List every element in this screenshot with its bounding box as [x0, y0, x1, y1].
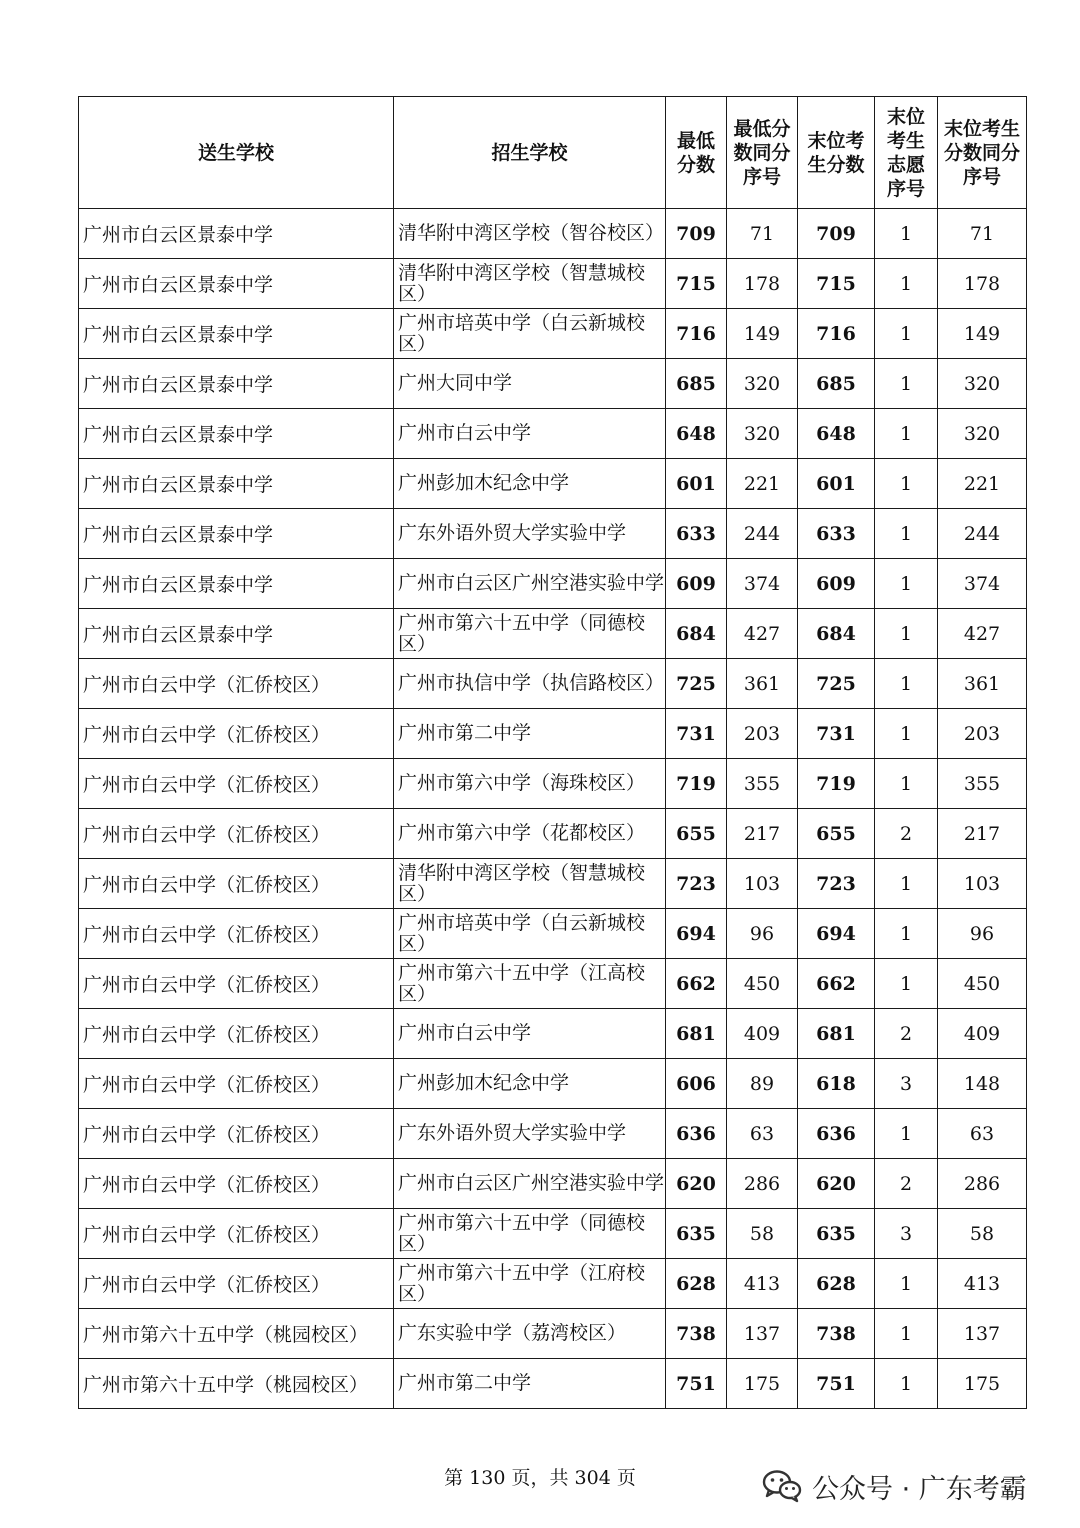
- last-student-tie-rank-cell: 103: [938, 859, 1027, 909]
- admitting-school-cell: [394, 609, 666, 659]
- last-student-choice-rank-cell: 1: [875, 759, 938, 809]
- min-score-cell: 738: [666, 1309, 727, 1359]
- last-student-tie-rank-cell: 178: [938, 259, 1027, 309]
- table-row: [79, 1209, 1027, 1259]
- last-student-score-cell: 738: [798, 1309, 875, 1359]
- last-student-score-cell: 628: [798, 1259, 875, 1309]
- last-student-score-cell: 719: [798, 759, 875, 809]
- admitting-school-cell: [394, 1309, 666, 1359]
- last-student-choice-rank-cell: 1: [875, 559, 938, 609]
- last-student-tie-rank-cell: 409: [938, 1009, 1027, 1059]
- min-score-tie-rank-cell: 409: [727, 1009, 798, 1059]
- table-row: [79, 359, 1027, 409]
- admission-score-table: [78, 96, 1027, 1409]
- admitting-school-cell: [394, 1359, 666, 1409]
- last-student-score-cell: 751: [798, 1359, 875, 1409]
- admitting-school-name: 广州市第六中学（海珠校区）: [398, 772, 646, 794]
- table-row: [79, 1359, 1027, 1409]
- admitting-school-cell: [394, 1259, 666, 1309]
- page-number: 第 130 页，共 304 页: [444, 1467, 636, 1489]
- watermark: [762, 1466, 1027, 1506]
- admitting-school-name: 广东外语外贸大学实验中学: [398, 522, 627, 544]
- admitting-school-name: 清华附中湾区学校（智谷校区）: [398, 222, 665, 244]
- admitting-school-name: 广州市第二中学: [398, 1372, 532, 1394]
- min-score-cell: 606: [666, 1059, 727, 1109]
- last-student-choice-rank-cell: 3: [875, 1209, 938, 1259]
- last-student-tie-rank-cell: 450: [938, 959, 1027, 1009]
- sender-school-cell: 广州市白云中学（汇侨校区）: [79, 909, 394, 959]
- min-score-tie-rank-cell: 103: [727, 859, 798, 909]
- sender-school-cell: 广州市第六十五中学（桃园校区）: [79, 1359, 394, 1409]
- sender-school-cell: 广州市白云区景泰中学: [79, 359, 394, 409]
- table-row: [79, 309, 1027, 359]
- admitting-school-cell: [394, 1209, 666, 1259]
- last-student-score-cell: 633: [798, 509, 875, 559]
- last-student-choice-rank-cell: 1: [875, 1309, 938, 1359]
- min-score-cell: 633: [666, 509, 727, 559]
- sender-school-cell: 广州市白云区景泰中学: [79, 209, 394, 259]
- sender-school-cell: 广州市白云区景泰中学: [79, 459, 394, 509]
- last-student-choice-rank-cell: 1: [875, 409, 938, 459]
- header-last-student-tie-rank: 末位考生分数同分序号: [938, 97, 1027, 209]
- wechat-icon: [762, 1469, 802, 1503]
- admitting-school-name: 广州市培英中学（白云新城校区）: [398, 311, 646, 355]
- min-score-tie-rank-cell: 374: [727, 559, 798, 609]
- min-score-cell: 636: [666, 1109, 727, 1159]
- table-row: [79, 209, 1027, 259]
- min-score-cell: 751: [666, 1359, 727, 1409]
- table-row: [79, 509, 1027, 559]
- table-row: [79, 1259, 1027, 1309]
- table-row: [79, 1159, 1027, 1209]
- min-score-tie-rank-cell: 427: [727, 609, 798, 659]
- min-score-cell: 709: [666, 209, 727, 259]
- admitting-school-cell: [394, 209, 666, 259]
- admitting-school-cell: [394, 809, 666, 859]
- last-student-tie-rank-cell: 244: [938, 509, 1027, 559]
- last-student-choice-rank-cell: 1: [875, 509, 938, 559]
- last-student-choice-rank-cell: 1: [875, 709, 938, 759]
- header-min-score: 最低分数: [666, 97, 727, 209]
- last-student-score-cell: 715: [798, 259, 875, 309]
- last-student-score-cell: 635: [798, 1209, 875, 1259]
- last-student-tie-rank-cell: 413: [938, 1259, 1027, 1309]
- min-score-cell: 635: [666, 1209, 727, 1259]
- last-student-score-cell: 620: [798, 1159, 875, 1209]
- admitting-school-name: 广州市第六十五中学（江府校区）: [398, 1261, 646, 1305]
- min-score-tie-rank-cell: 203: [727, 709, 798, 759]
- last-student-choice-rank-cell: 1: [875, 859, 938, 909]
- table-row: [79, 1309, 1027, 1359]
- min-score-cell: 655: [666, 809, 727, 859]
- last-student-tie-rank-cell: 217: [938, 809, 1027, 859]
- admitting-school-name: 广州市第六十五中学（江高校区）: [398, 961, 646, 1005]
- min-score-tie-rank-cell: 217: [727, 809, 798, 859]
- last-student-choice-rank-cell: 1: [875, 309, 938, 359]
- min-score-cell: 694: [666, 909, 727, 959]
- admitting-school-name: 广州市培英中学（白云新城校区）: [398, 911, 646, 955]
- min-score-tie-rank-cell: 63: [727, 1109, 798, 1159]
- last-student-score-cell: 609: [798, 559, 875, 609]
- min-score-tie-rank-cell: 175: [727, 1359, 798, 1409]
- header-admitting-school: 招生学校: [394, 97, 666, 209]
- sender-school-cell: 广州市白云区景泰中学: [79, 259, 394, 309]
- min-score-tie-rank-cell: 149: [727, 309, 798, 359]
- last-student-choice-rank-cell: 1: [875, 1259, 938, 1309]
- min-score-cell: 685: [666, 359, 727, 409]
- last-student-tie-rank-cell: 320: [938, 359, 1027, 409]
- admitting-school-cell: [394, 1059, 666, 1109]
- header-sender-school: 送生学校: [79, 97, 394, 209]
- table-row: [79, 609, 1027, 659]
- last-student-tie-rank-cell: 320: [938, 409, 1027, 459]
- last-student-tie-rank-cell: 137: [938, 1309, 1027, 1359]
- sender-school-cell: 广州市白云中学（汇侨校区）: [79, 1059, 394, 1109]
- admitting-school-cell: [394, 559, 666, 609]
- last-student-score-cell: 723: [798, 859, 875, 909]
- admitting-school-cell: [394, 409, 666, 459]
- header-last-student-choice-rank: 末位考生志愿序号: [875, 97, 938, 209]
- last-student-choice-rank-cell: 2: [875, 1159, 938, 1209]
- watermark-text: 公众号 · 广东考霸: [812, 1473, 1027, 1505]
- min-score-cell: 716: [666, 309, 727, 359]
- table-row: [79, 859, 1027, 909]
- admitting-school-name: 广州彭加木纪念中学: [398, 472, 570, 494]
- admitting-school-name: 广州市第六十五中学（同德校区）: [398, 611, 646, 655]
- admitting-school-name: 广州市第六中学（花都校区）: [398, 822, 646, 844]
- sender-school-cell: 广州市白云区景泰中学: [79, 309, 394, 359]
- last-student-choice-rank-cell: 1: [875, 1109, 938, 1159]
- table-row: [79, 759, 1027, 809]
- sender-school-cell: 广州市白云中学（汇侨校区）: [79, 659, 394, 709]
- admitting-school-name: 广州市白云中学: [398, 422, 532, 444]
- last-student-score-cell: 709: [798, 209, 875, 259]
- admitting-school-name: 清华附中湾区学校（智慧城校区）: [398, 261, 646, 305]
- min-score-cell: 715: [666, 259, 727, 309]
- admitting-school-name: 清华附中湾区学校（智慧城校区）: [398, 861, 646, 905]
- min-score-tie-rank-cell: 286: [727, 1159, 798, 1209]
- last-student-choice-rank-cell: 1: [875, 909, 938, 959]
- admitting-school-name: 广州市第二中学: [398, 722, 532, 744]
- min-score-cell: 662: [666, 959, 727, 1009]
- table-row: [79, 909, 1027, 959]
- table-row: [79, 459, 1027, 509]
- last-student-tie-rank-cell: 148: [938, 1059, 1027, 1109]
- admitting-school-name: 广州市执信中学（执信路校区）: [398, 672, 665, 694]
- admitting-school-cell: [394, 1009, 666, 1059]
- last-student-tie-rank-cell: 427: [938, 609, 1027, 659]
- last-student-tie-rank-cell: 175: [938, 1359, 1027, 1409]
- sender-school-cell: 广州市白云中学（汇侨校区）: [79, 759, 394, 809]
- min-score-cell: 731: [666, 709, 727, 759]
- admitting-school-name: 广州市白云区广州空港实验中学: [398, 1172, 665, 1194]
- last-student-score-cell: 655: [798, 809, 875, 859]
- admitting-school-name: 广州彭加木纪念中学: [398, 1072, 570, 1094]
- last-student-score-cell: 636: [798, 1109, 875, 1159]
- admitting-school-cell: [394, 759, 666, 809]
- min-score-cell: 609: [666, 559, 727, 609]
- last-student-choice-rank-cell: 1: [875, 359, 938, 409]
- last-student-choice-rank-cell: 2: [875, 809, 938, 859]
- sender-school-cell: 广州市白云区景泰中学: [79, 409, 394, 459]
- min-score-cell: 648: [666, 409, 727, 459]
- last-student-score-cell: 662: [798, 959, 875, 1009]
- admitting-school-cell: [394, 859, 666, 909]
- admitting-school-cell: [394, 959, 666, 1009]
- sender-school-cell: 广州市白云中学（汇侨校区）: [79, 709, 394, 759]
- last-student-tie-rank-cell: 374: [938, 559, 1027, 609]
- min-score-tie-rank-cell: 178: [727, 259, 798, 309]
- min-score-tie-rank-cell: 320: [727, 359, 798, 409]
- admitting-school-name: 广州大同中学: [398, 372, 513, 394]
- admitting-school-cell: [394, 1109, 666, 1159]
- header-min-score-tie-rank: 最低分数同分序号: [727, 97, 798, 209]
- table-header-row: [79, 97, 1027, 209]
- last-student-tie-rank-cell: 149: [938, 309, 1027, 359]
- last-student-choice-rank-cell: 1: [875, 209, 938, 259]
- table-row: [79, 709, 1027, 759]
- min-score-tie-rank-cell: 58: [727, 1209, 798, 1259]
- last-student-choice-rank-cell: 1: [875, 259, 938, 309]
- last-student-score-cell: 601: [798, 459, 875, 509]
- sender-school-cell: 广州市白云中学（汇侨校区）: [79, 809, 394, 859]
- min-score-tie-rank-cell: 361: [727, 659, 798, 709]
- table-row: [79, 1009, 1027, 1059]
- last-student-tie-rank-cell: 355: [938, 759, 1027, 809]
- last-student-score-cell: 684: [798, 609, 875, 659]
- last-student-tie-rank-cell: 71: [938, 209, 1027, 259]
- last-student-choice-rank-cell: 3: [875, 1059, 938, 1109]
- min-score-cell: 681: [666, 1009, 727, 1059]
- sender-school-cell: 广州市白云中学（汇侨校区）: [79, 1009, 394, 1059]
- sender-school-cell: 广州市白云中学（汇侨校区）: [79, 1209, 394, 1259]
- min-score-tie-rank-cell: 413: [727, 1259, 798, 1309]
- sender-school-cell: 广州市白云中学（汇侨校区）: [79, 959, 394, 1009]
- last-student-score-cell: 648: [798, 409, 875, 459]
- admitting-school-name: 广州市白云区广州空港实验中学: [398, 572, 665, 594]
- min-score-cell: 684: [666, 609, 727, 659]
- last-student-choice-rank-cell: 1: [875, 959, 938, 1009]
- sender-school-cell: 广州市白云区景泰中学: [79, 559, 394, 609]
- last-student-tie-rank-cell: 96: [938, 909, 1027, 959]
- table-row: [79, 1059, 1027, 1109]
- last-student-score-cell: 731: [798, 709, 875, 759]
- last-student-score-cell: 694: [798, 909, 875, 959]
- admitting-school-cell: [394, 259, 666, 309]
- sender-school-cell: 广州市白云区景泰中学: [79, 609, 394, 659]
- table-row: [79, 659, 1027, 709]
- admitting-school-cell: [394, 509, 666, 559]
- min-score-cell: 601: [666, 459, 727, 509]
- sender-school-cell: 广州市第六十五中学（桃园校区）: [79, 1309, 394, 1359]
- admitting-school-name: 广州市第六十五中学（同德校区）: [398, 1211, 646, 1255]
- min-score-tie-rank-cell: 320: [727, 409, 798, 459]
- table-row: [79, 259, 1027, 309]
- min-score-tie-rank-cell: 450: [727, 959, 798, 1009]
- last-student-tie-rank-cell: 221: [938, 459, 1027, 509]
- last-student-choice-rank-cell: 1: [875, 1359, 938, 1409]
- min-score-cell: 719: [666, 759, 727, 809]
- min-score-tie-rank-cell: 89: [727, 1059, 798, 1109]
- sender-school-cell: 广州市白云区景泰中学: [79, 509, 394, 559]
- last-student-tie-rank-cell: 203: [938, 709, 1027, 759]
- table-row: [79, 409, 1027, 459]
- admitting-school-cell: [394, 359, 666, 409]
- table-row: [79, 1109, 1027, 1159]
- last-student-score-cell: 725: [798, 659, 875, 709]
- min-score-tie-rank-cell: 71: [727, 209, 798, 259]
- sender-school-cell: 广州市白云中学（汇侨校区）: [79, 859, 394, 909]
- table-row: [79, 559, 1027, 609]
- sender-school-cell: 广州市白云中学（汇侨校区）: [79, 1159, 394, 1209]
- last-student-choice-rank-cell: 1: [875, 659, 938, 709]
- min-score-tie-rank-cell: 137: [727, 1309, 798, 1359]
- min-score-tie-rank-cell: 221: [727, 459, 798, 509]
- min-score-tie-rank-cell: 244: [727, 509, 798, 559]
- admitting-school-name: 广东外语外贸大学实验中学: [398, 1122, 627, 1144]
- last-student-tie-rank-cell: 286: [938, 1159, 1027, 1209]
- min-score-cell: 620: [666, 1159, 727, 1209]
- table-row: [79, 959, 1027, 1009]
- header-last-student-score: 末位考生分数: [798, 97, 875, 209]
- admitting-school-cell: [394, 459, 666, 509]
- sender-school-cell: 广州市白云中学（汇侨校区）: [79, 1109, 394, 1159]
- last-student-choice-rank-cell: 2: [875, 1009, 938, 1059]
- last-student-score-cell: 618: [798, 1059, 875, 1109]
- last-student-score-cell: 681: [798, 1009, 875, 1059]
- min-score-tie-rank-cell: 355: [727, 759, 798, 809]
- admitting-school-cell: [394, 709, 666, 759]
- last-student-score-cell: 685: [798, 359, 875, 409]
- admitting-school-name: 广州市白云中学: [398, 1022, 532, 1044]
- admitting-school-cell: [394, 909, 666, 959]
- last-student-choice-rank-cell: 1: [875, 459, 938, 509]
- min-score-cell: 628: [666, 1259, 727, 1309]
- table-row: [79, 809, 1027, 859]
- min-score-tie-rank-cell: 96: [727, 909, 798, 959]
- admitting-school-cell: [394, 309, 666, 359]
- last-student-tie-rank-cell: 361: [938, 659, 1027, 709]
- min-score-cell: 723: [666, 859, 727, 909]
- last-student-tie-rank-cell: 58: [938, 1209, 1027, 1259]
- last-student-score-cell: 716: [798, 309, 875, 359]
- last-student-tie-rank-cell: 63: [938, 1109, 1027, 1159]
- sender-school-cell: 广州市白云中学（汇侨校区）: [79, 1259, 394, 1309]
- admitting-school-cell: [394, 659, 666, 709]
- last-student-choice-rank-cell: 1: [875, 609, 938, 659]
- admitting-school-name: 广东实验中学（荔湾校区）: [398, 1322, 627, 1344]
- min-score-cell: 725: [666, 659, 727, 709]
- admitting-school-cell: [394, 1159, 666, 1209]
